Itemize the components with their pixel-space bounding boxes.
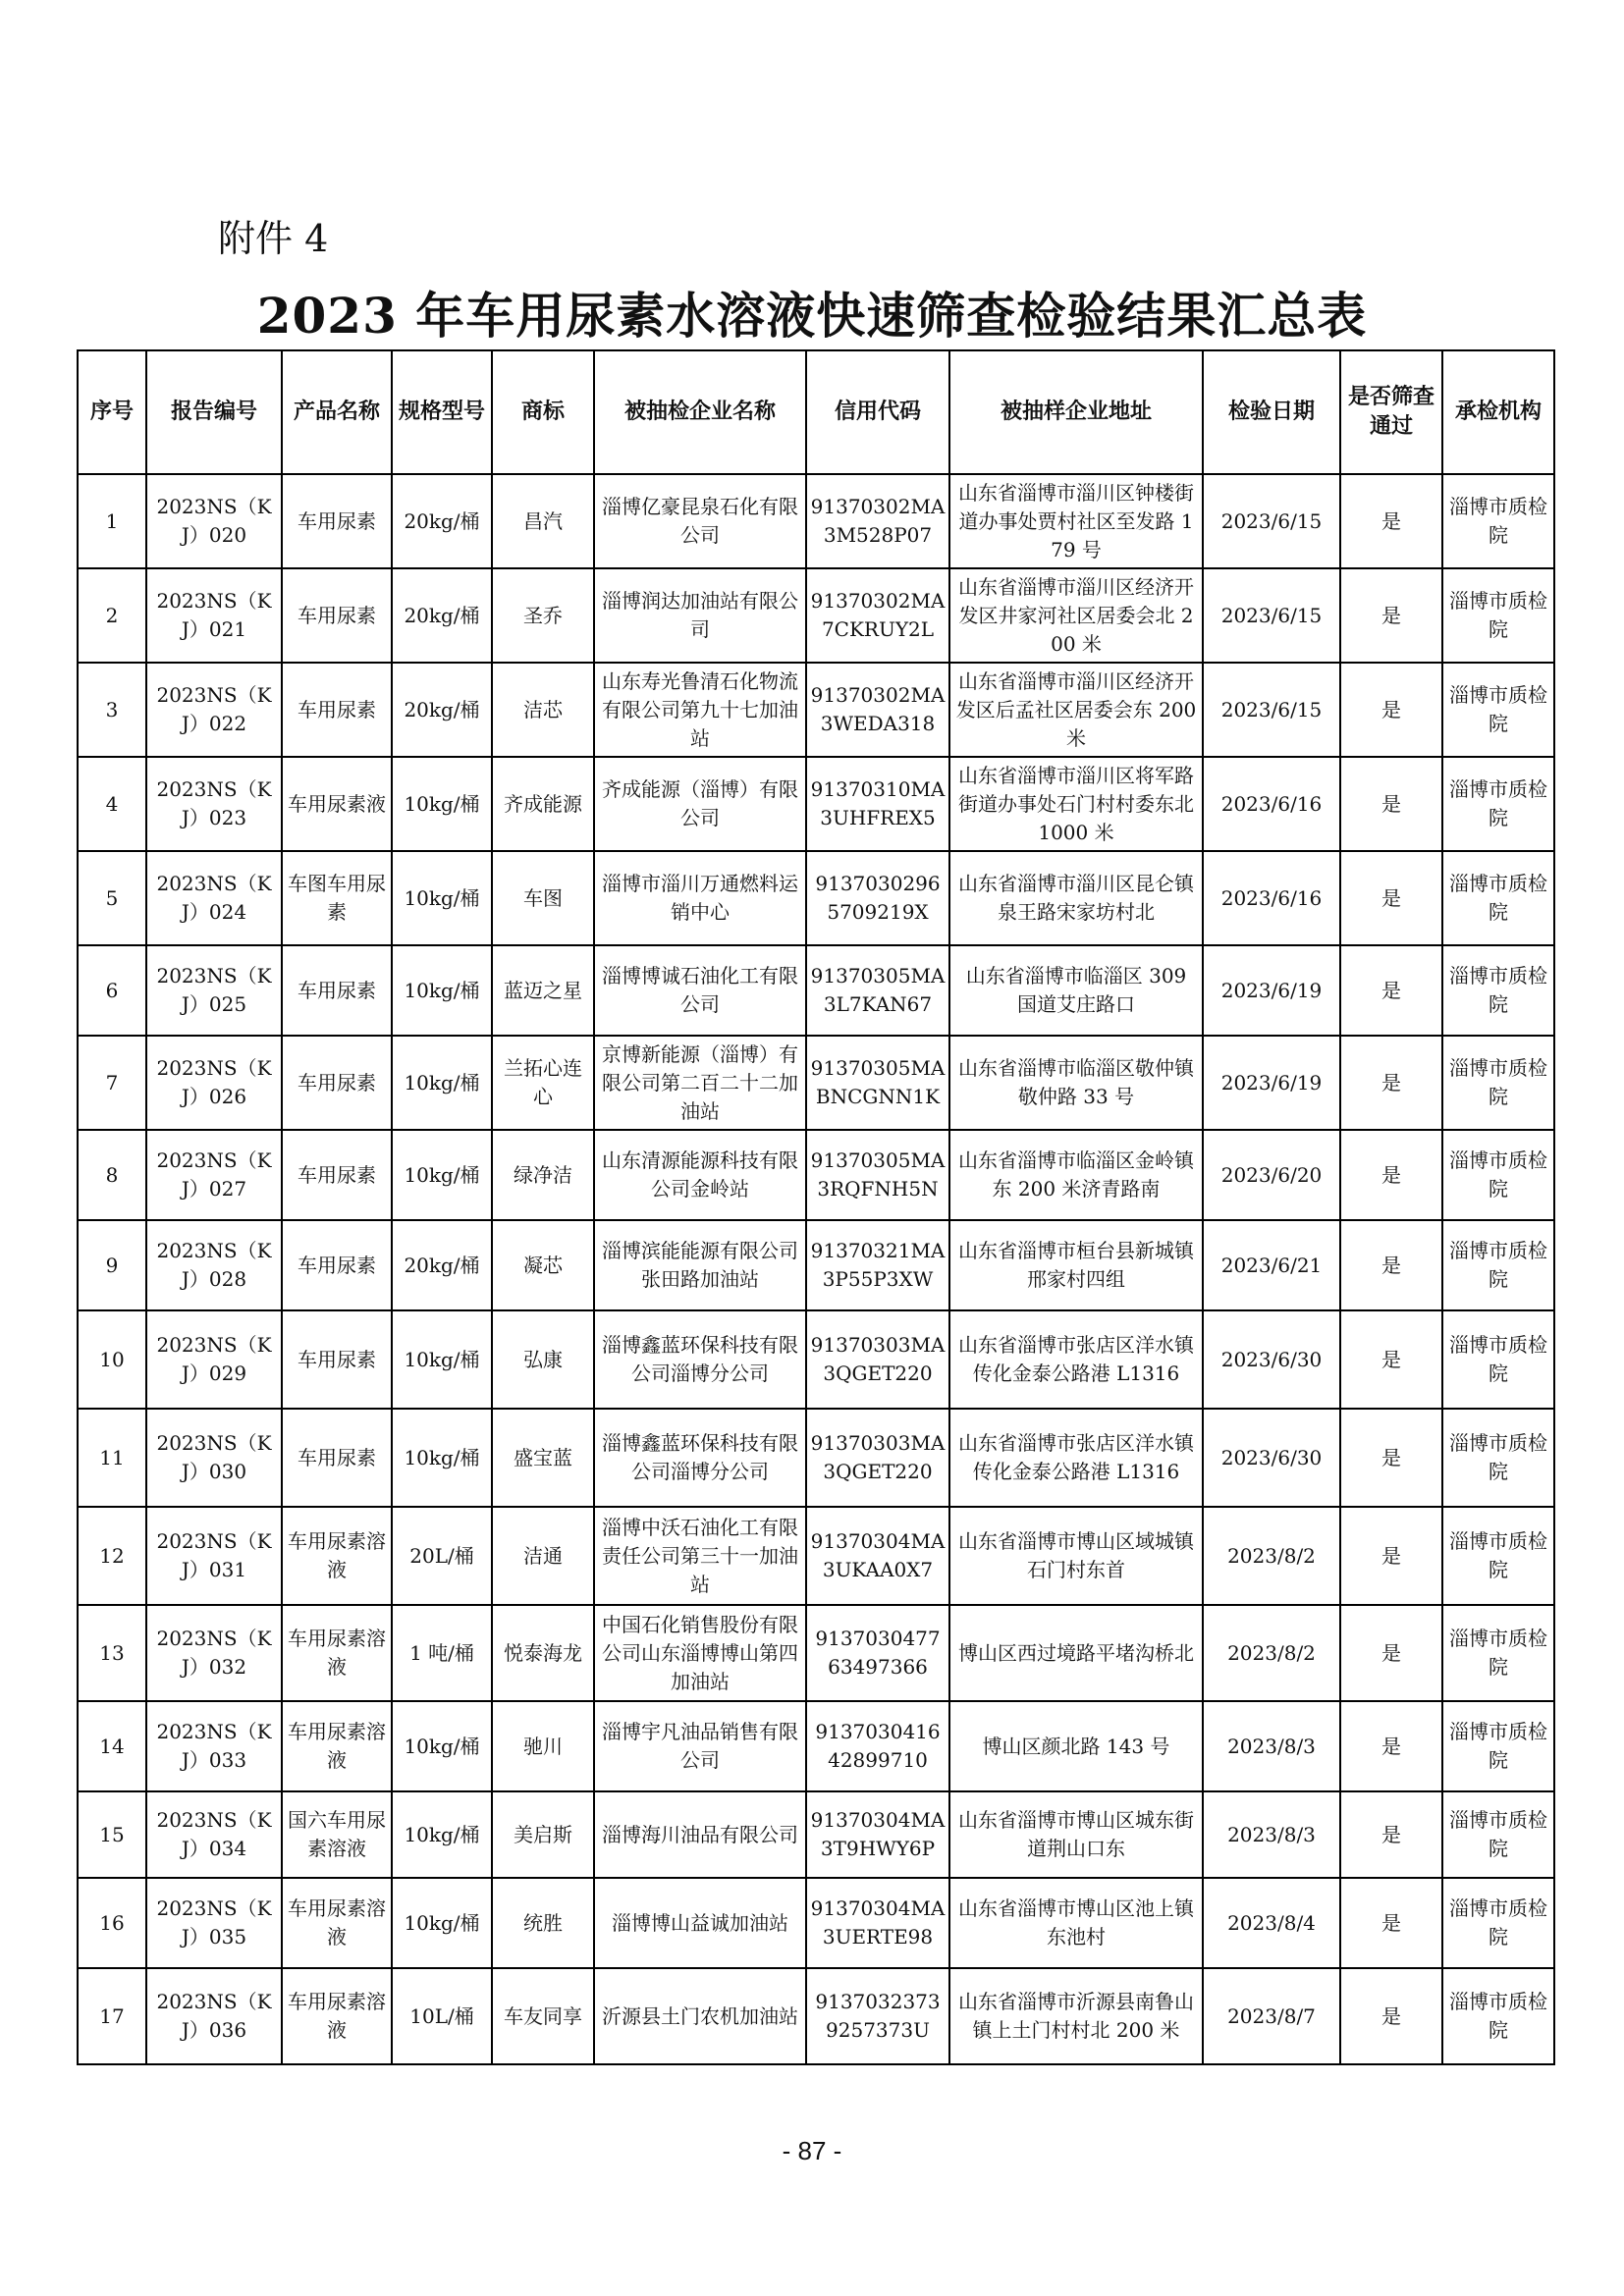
- cell-passed: 是: [1340, 1409, 1442, 1507]
- cell-address: 山东省淄博市淄川区将军路街道办事处石门村村委东北 1000 米: [949, 757, 1203, 851]
- cell-agency: 淄博市质检院: [1442, 757, 1554, 851]
- cell-report-no: 2023NS（KJ）027: [146, 1130, 282, 1220]
- cell-index: 16: [78, 1878, 146, 1968]
- cell-address: 山东省淄博市临淄区敬仲镇敬仲路 33 号: [949, 1036, 1203, 1130]
- cell-passed: 是: [1340, 474, 1442, 568]
- cell-report-no: 2023NS（KJ）020: [146, 474, 282, 568]
- cell-credit-code: 91370302MA3WEDA318: [806, 663, 949, 757]
- table-row: [78, 1036, 1554, 1130]
- cell-credit-code: 91370304MA3T9HWY6P: [806, 1791, 949, 1878]
- cell-agency: 淄博市质检院: [1442, 1507, 1554, 1605]
- col-header-report-no: 报告编号: [146, 350, 282, 474]
- cell-index: 6: [78, 945, 146, 1036]
- cell-agency: 淄博市质检院: [1442, 1130, 1554, 1220]
- col-header-company: 被抽检企业名称: [594, 350, 806, 474]
- cell-credit-code: 91370302MA7CKRUY2L: [806, 568, 949, 663]
- cell-product: 车用尿素: [282, 568, 392, 663]
- cell-address: 山东省淄博市桓台县新城镇邢家村四组: [949, 1220, 1203, 1310]
- cell-report-no: 2023NS（KJ）032: [146, 1605, 282, 1701]
- cell-product: 车用尿素: [282, 1220, 392, 1310]
- cell-agency: 淄博市质检院: [1442, 945, 1554, 1036]
- cell-date: 2023/6/30: [1203, 1310, 1340, 1409]
- cell-company: 沂源县土门农机加油站: [594, 1968, 806, 2064]
- table-row: [78, 1701, 1554, 1791]
- cell-date: 2023/6/15: [1203, 663, 1340, 757]
- cell-credit-code: 91370302MA3M528P07: [806, 474, 949, 568]
- cell-company: 淄博鑫蓝环保科技有限公司淄博分公司: [594, 1409, 806, 1507]
- table-row: [78, 1878, 1554, 1968]
- cell-credit-code: 91370305MABNCGNN1K: [806, 1036, 949, 1130]
- col-header-brand: 商标: [492, 350, 594, 474]
- cell-spec: 20kg/桶: [392, 663, 492, 757]
- cell-product: 车用尿素溶液: [282, 1605, 392, 1701]
- cell-report-no: 2023NS（KJ）025: [146, 945, 282, 1036]
- cell-index: 15: [78, 1791, 146, 1878]
- cell-index: 10: [78, 1310, 146, 1409]
- table-row: [78, 945, 1554, 1036]
- cell-company: 淄博博诚石油化工有限公司: [594, 945, 806, 1036]
- cell-date: 2023/6/30: [1203, 1409, 1340, 1507]
- cell-agency: 淄博市质检院: [1442, 474, 1554, 568]
- cell-passed: 是: [1340, 1220, 1442, 1310]
- cell-index: 11: [78, 1409, 146, 1507]
- cell-report-no: 2023NS（KJ）023: [146, 757, 282, 851]
- cell-product: 车用尿素溶液: [282, 1701, 392, 1791]
- col-header-spec: 规格型号: [392, 350, 492, 474]
- col-header-agency: 承检机构: [1442, 350, 1554, 474]
- cell-report-no: 2023NS（KJ）033: [146, 1701, 282, 1791]
- cell-brand: 洁通: [492, 1507, 594, 1605]
- cell-address: 山东省淄博市淄川区钟楼街道办事处贾村社区至发路 179 号: [949, 474, 1203, 568]
- cell-product: 车用尿素: [282, 1409, 392, 1507]
- cell-passed: 是: [1340, 1878, 1442, 1968]
- cell-spec: 10kg/桶: [392, 1409, 492, 1507]
- cell-product: 车用尿素溶液: [282, 1878, 392, 1968]
- cell-index: 13: [78, 1605, 146, 1701]
- cell-brand: 美启斯: [492, 1791, 594, 1878]
- cell-company: 淄博中沃石油化工有限责任公司第三十一加油站: [594, 1507, 806, 1605]
- cell-date: 2023/6/16: [1203, 851, 1340, 945]
- cell-address: 山东省淄博市淄川区经济开发区井家河社区居委会北 200 米: [949, 568, 1203, 663]
- cell-agency: 淄博市质检院: [1442, 1310, 1554, 1409]
- cell-index: 1: [78, 474, 146, 568]
- cell-spec: 20kg/桶: [392, 568, 492, 663]
- cell-agency: 淄博市质检院: [1442, 1968, 1554, 2064]
- cell-brand: 蓝迈之星: [492, 945, 594, 1036]
- cell-brand: 弘康: [492, 1310, 594, 1409]
- cell-date: 2023/6/21: [1203, 1220, 1340, 1310]
- cell-agency: 淄博市质检院: [1442, 851, 1554, 945]
- cell-passed: 是: [1340, 1507, 1442, 1605]
- cell-agency: 淄博市质检院: [1442, 663, 1554, 757]
- table-row: [78, 663, 1554, 757]
- cell-credit-code: 91370303MA3QGET220: [806, 1310, 949, 1409]
- col-header-credit-code: 信用代码: [806, 350, 949, 474]
- cell-company: 山东寿光鲁清石化物流有限公司第九十七加油站: [594, 663, 806, 757]
- cell-passed: 是: [1340, 1701, 1442, 1791]
- cell-spec: 10L/桶: [392, 1968, 492, 2064]
- cell-agency: 淄博市质检院: [1442, 568, 1554, 663]
- cell-date: 2023/8/2: [1203, 1605, 1340, 1701]
- cell-agency: 淄博市质检院: [1442, 1878, 1554, 1968]
- cell-company: 淄博亿豪昆泉石化有限公司: [594, 474, 806, 568]
- cell-spec: 10kg/桶: [392, 1701, 492, 1791]
- col-header-date: 检验日期: [1203, 350, 1340, 474]
- cell-spec: 20L/桶: [392, 1507, 492, 1605]
- table-row: [78, 1507, 1554, 1605]
- cell-brand: 兰拓心连心: [492, 1036, 594, 1130]
- table-row: [78, 851, 1554, 945]
- table-row: [78, 1605, 1554, 1701]
- cell-agency: 淄博市质检院: [1442, 1036, 1554, 1130]
- cell-spec: 10kg/桶: [392, 851, 492, 945]
- cell-index: 9: [78, 1220, 146, 1310]
- cell-product: 车用尿素溶液: [282, 1968, 392, 2064]
- cell-passed: 是: [1340, 851, 1442, 945]
- cell-company: 齐成能源（淄博）有限公司: [594, 757, 806, 851]
- cell-date: 2023/6/15: [1203, 568, 1340, 663]
- cell-address: 山东省淄博市临淄区金岭镇东 200 米济青路南: [949, 1130, 1203, 1220]
- table-row: [78, 757, 1554, 851]
- cell-date: 2023/6/19: [1203, 945, 1340, 1036]
- cell-agency: 淄博市质检院: [1442, 1791, 1554, 1878]
- cell-agency: 淄博市质检院: [1442, 1220, 1554, 1310]
- cell-product: 车用尿素溶液: [282, 1507, 392, 1605]
- cell-report-no: 2023NS（KJ）026: [146, 1036, 282, 1130]
- cell-passed: 是: [1340, 1036, 1442, 1130]
- cell-brand: 绿净洁: [492, 1130, 594, 1220]
- page-number: - 87 -: [782, 2136, 842, 2165]
- table-row: [78, 568, 1554, 663]
- cell-company: 淄博宇凡油品销售有限公司: [594, 1701, 806, 1791]
- cell-product: 车用尿素: [282, 1130, 392, 1220]
- cell-credit-code: 91370302965709219X: [806, 851, 949, 945]
- cell-company: 淄博博山益诚加油站: [594, 1878, 806, 1968]
- cell-product: 车用尿素: [282, 663, 392, 757]
- cell-index: 14: [78, 1701, 146, 1791]
- cell-passed: 是: [1340, 945, 1442, 1036]
- cell-company: 中国石化销售股份有限公司山东淄博博山第四加油站: [594, 1605, 806, 1701]
- cell-passed: 是: [1340, 1968, 1442, 2064]
- cell-credit-code: 91370321MA3P55P3XW: [806, 1220, 949, 1310]
- cell-address: 山东省淄博市张店区洋水镇传化金泰公路港 L1316: [949, 1310, 1203, 1409]
- table-row: [78, 474, 1554, 568]
- cell-date: 2023/6/15: [1203, 474, 1340, 568]
- cell-spec: 10kg/桶: [392, 1130, 492, 1220]
- cell-spec: 10kg/桶: [392, 1791, 492, 1878]
- cell-passed: 是: [1340, 1310, 1442, 1409]
- cell-index: 8: [78, 1130, 146, 1220]
- cell-address: 博山区颜北路 143 号: [949, 1701, 1203, 1791]
- table-row: [78, 1130, 1554, 1220]
- cell-company: 淄博滨能能源有限公司张田路加油站: [594, 1220, 806, 1310]
- cell-credit-code: 91370304MA3UERTE98: [806, 1878, 949, 1968]
- cell-date: 2023/8/3: [1203, 1701, 1340, 1791]
- cell-credit-code: 913703041642899710: [806, 1701, 949, 1791]
- cell-address: 山东省淄博市博山区池上镇东池村: [949, 1878, 1203, 1968]
- cell-date: 2023/6/19: [1203, 1036, 1340, 1130]
- cell-report-no: 2023NS（KJ）029: [146, 1310, 282, 1409]
- cell-passed: 是: [1340, 1605, 1442, 1701]
- cell-company: 淄博鑫蓝环保科技有限公司淄博分公司: [594, 1310, 806, 1409]
- document-title: 2023 年车用尿素水溶液快速筛查检验结果汇总表: [256, 287, 1368, 345]
- cell-brand: 凝芯: [492, 1220, 594, 1310]
- cell-spec: 10kg/桶: [392, 1310, 492, 1409]
- cell-spec: 10kg/桶: [392, 1878, 492, 1968]
- cell-product: 车用尿素: [282, 1310, 392, 1409]
- cell-index: 3: [78, 663, 146, 757]
- cell-company: 淄博润达加油站有限公司: [594, 568, 806, 663]
- col-header-index: 序号: [78, 350, 146, 474]
- cell-index: 17: [78, 1968, 146, 2064]
- cell-address: 山东省淄博市临淄区 309 国道艾庄路口: [949, 945, 1203, 1036]
- cell-date: 2023/6/20: [1203, 1130, 1340, 1220]
- table-row: [78, 1409, 1554, 1507]
- cell-passed: 是: [1340, 663, 1442, 757]
- cell-report-no: 2023NS（KJ）030: [146, 1409, 282, 1507]
- cell-brand: 齐成能源: [492, 757, 594, 851]
- cell-agency: 淄博市质检院: [1442, 1409, 1554, 1507]
- table-header-row: [78, 350, 1554, 474]
- cell-agency: 淄博市质检院: [1442, 1605, 1554, 1701]
- cell-spec: 20kg/桶: [392, 1220, 492, 1310]
- cell-credit-code: 91370305MA3RQFNH5N: [806, 1130, 949, 1220]
- cell-report-no: 2023NS（KJ）028: [146, 1220, 282, 1310]
- cell-spec: 20kg/桶: [392, 474, 492, 568]
- cell-brand: 盛宝蓝: [492, 1409, 594, 1507]
- cell-brand: 圣乔: [492, 568, 594, 663]
- results-table: [77, 349, 1555, 2065]
- cell-date: 2023/8/2: [1203, 1507, 1340, 1605]
- cell-address: 山东省淄博市淄川区经济开发区后孟社区居委会东 200 米: [949, 663, 1203, 757]
- cell-brand: 车友同享: [492, 1968, 594, 2064]
- cell-company: 京博新能源（淄博）有限公司第二百二十二加油站: [594, 1036, 806, 1130]
- table-body: [78, 474, 1554, 2064]
- cell-credit-code: 91370305MA3L7KAN67: [806, 945, 949, 1036]
- cell-address: 山东省淄博市张店区洋水镇传化金泰公路港 L1316: [949, 1409, 1203, 1507]
- cell-spec: 10kg/桶: [392, 1036, 492, 1130]
- cell-report-no: 2023NS（KJ）031: [146, 1507, 282, 1605]
- cell-report-no: 2023NS（KJ）034: [146, 1791, 282, 1878]
- cell-date: 2023/8/3: [1203, 1791, 1340, 1878]
- cell-agency: 淄博市质检院: [1442, 1701, 1554, 1791]
- cell-passed: 是: [1340, 568, 1442, 663]
- cell-spec: 10kg/桶: [392, 757, 492, 851]
- attachment-label: 附件 4: [218, 217, 329, 260]
- cell-brand: 悦泰海龙: [492, 1605, 594, 1701]
- cell-report-no: 2023NS（KJ）035: [146, 1878, 282, 1968]
- cell-product: 车图车用尿素: [282, 851, 392, 945]
- cell-company: 淄博海川油品有限公司: [594, 1791, 806, 1878]
- cell-date: 2023/8/7: [1203, 1968, 1340, 2064]
- cell-index: 5: [78, 851, 146, 945]
- col-header-address: 被抽样企业地址: [949, 350, 1203, 474]
- cell-credit-code: 91370303MA3QGET220: [806, 1409, 949, 1507]
- cell-product: 车用尿素: [282, 945, 392, 1036]
- table-row: [78, 1220, 1554, 1310]
- col-header-passed: 是否筛查通过: [1340, 350, 1442, 474]
- cell-product: 车用尿素液: [282, 757, 392, 851]
- cell-passed: 是: [1340, 757, 1442, 851]
- cell-address: 山东省淄博市博山区域城镇石门村东首: [949, 1507, 1203, 1605]
- cell-spec: 10kg/桶: [392, 945, 492, 1036]
- cell-brand: 车图: [492, 851, 594, 945]
- cell-brand: 驰川: [492, 1701, 594, 1791]
- cell-brand: 统胜: [492, 1878, 594, 1968]
- cell-spec: 1 吨/桶: [392, 1605, 492, 1701]
- cell-company: 淄博市淄川万通燃料运销中心: [594, 851, 806, 945]
- cell-report-no: 2023NS（KJ）022: [146, 663, 282, 757]
- cell-address: 山东省淄博市沂源县南鲁山镇上土门村村北 200 米: [949, 1968, 1203, 2064]
- cell-address: 山东省淄博市博山区城东街道荆山口东: [949, 1791, 1203, 1878]
- cell-date: 2023/8/4: [1203, 1878, 1340, 1968]
- cell-index: 7: [78, 1036, 146, 1130]
- col-header-product: 产品名称: [282, 350, 392, 474]
- table-row: [78, 1791, 1554, 1878]
- cell-product: 车用尿素: [282, 1036, 392, 1130]
- cell-credit-code: 91370323739257373U: [806, 1968, 949, 2064]
- cell-report-no: 2023NS（KJ）024: [146, 851, 282, 945]
- cell-report-no: 2023NS（KJ）021: [146, 568, 282, 663]
- table-row: [78, 1968, 1554, 2064]
- cell-product: 车用尿素: [282, 474, 392, 568]
- cell-company: 山东清源能源科技有限公司金岭站: [594, 1130, 806, 1220]
- cell-passed: 是: [1340, 1791, 1442, 1878]
- cell-address: 山东省淄博市淄川区昆仑镇泉王路宋家坊村北: [949, 851, 1203, 945]
- cell-date: 2023/6/16: [1203, 757, 1340, 851]
- cell-index: 12: [78, 1507, 146, 1605]
- cell-credit-code: 913703047763497366: [806, 1605, 949, 1701]
- cell-credit-code: 91370304MA3UKAA0X7: [806, 1507, 949, 1605]
- table-row: [78, 1310, 1554, 1409]
- cell-index: 2: [78, 568, 146, 663]
- cell-passed: 是: [1340, 1130, 1442, 1220]
- cell-credit-code: 91370310MA3UHFREX5: [806, 757, 949, 851]
- cell-brand: 洁芯: [492, 663, 594, 757]
- cell-product: 国六车用尿素溶液: [282, 1791, 392, 1878]
- cell-report-no: 2023NS（KJ）036: [146, 1968, 282, 2064]
- cell-address: 博山区西过境路平堵沟桥北: [949, 1605, 1203, 1701]
- cell-index: 4: [78, 757, 146, 851]
- cell-brand: 昌汽: [492, 474, 594, 568]
